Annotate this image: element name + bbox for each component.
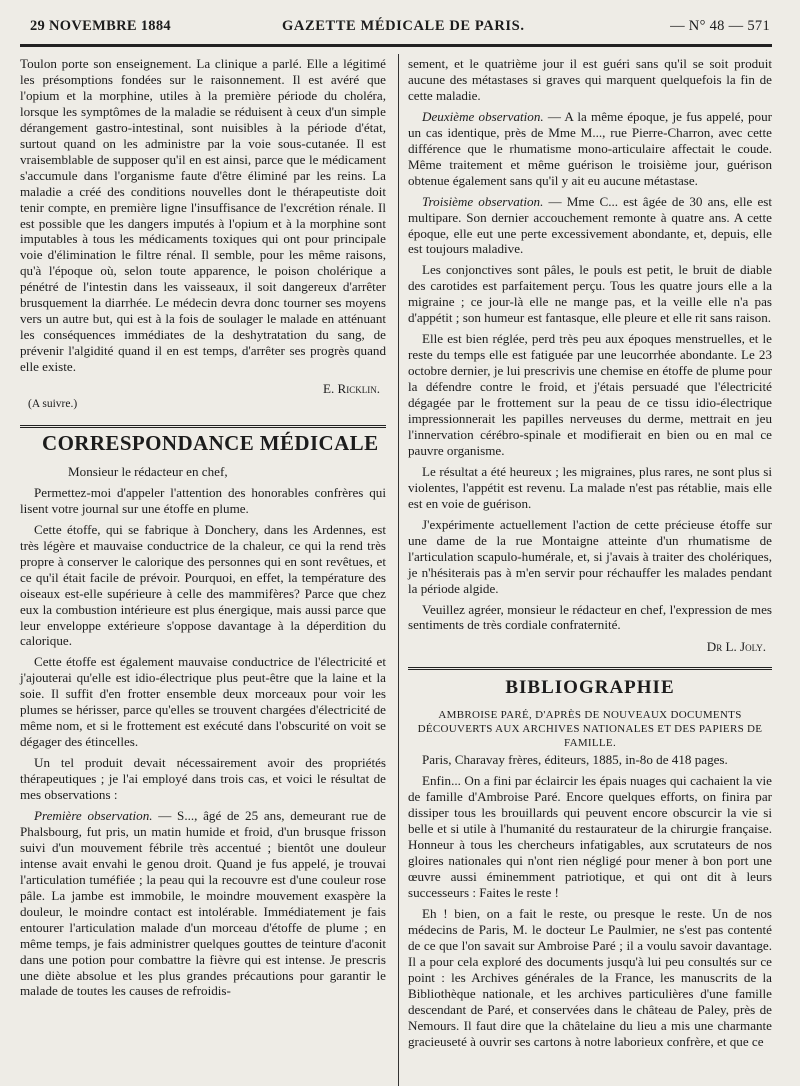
- observation-label: Deuxième observation.: [422, 108, 544, 124]
- section-title-correspondance: CORRESPONDANCE MÉDICALE: [42, 430, 379, 455]
- paragraph: Permettez-moi d'appeler l'attention des honorables confrères qui lisent votre journal sur une étoffe en plume.: [20, 484, 386, 516]
- paragraph: Elle est bien réglée, perd très peu aux époques menstruelles, et le reste du temps elle est fatiguée par une leucorrhée abondante. Le 23 octobre dernier, je lui prescrivis une chemise en étoffe de plume pour la défendre contre le froid, et j'étais persuadé que l'électricité dégagée par le frottement sur la peau de ce tissu idio-électrique impressionnerait les papilles nerveuses du derme, mettrait en jeu l'innervation cérébro-spinale et modifierait en bien ou en mal ce pauvre organisme.: [408, 331, 772, 458]
- paragraph: Enfin... On a fini par éclaircir les épais nuages qui cachaient la vie de famille d'Ambroise Paré. Encore quelques efforts, on finira par dissiper tous les brouillards qui peuvent encore obscurcir la vie si belle et si utile à l'humanité du restaurateur de la chirurgie française. Honneur à tous les chercheurs infatigables, aux scrutateurs de nos gloires nationales qui n'ont rien négligé pour mener à bon port une œuvre aussi éminemment patriotique, et qui ont dit à leurs successeurs : Faites le reste !: [408, 773, 772, 900]
- observation-text: — Mme C... est âgée de 30 ans, elle est multipare. Son dernier accouchement remonte à quatre ans. A cette époque, elle eut une perte excessivement abondante, et, depuis, elle est toujours maladive.: [408, 193, 772, 257]
- signature-ricklin: E. Ricklin.: [322, 381, 380, 397]
- observation-label: Troisième observation.: [422, 193, 544, 209]
- salutation: Monsieur le rédacteur en chef,: [68, 463, 228, 479]
- column-divider: [398, 54, 399, 1086]
- header-issue-page: — N° 48 — 571: [670, 18, 770, 34]
- paragraph: Le résultat a été heureux ; les migraines, plus rares, ne sont plus si violentes, l'appétit est revenu. La malade n'est pas rétablie, mais elle est en voie de guérison.: [408, 463, 772, 511]
- observation-1: [20, 808, 386, 999]
- paragraph: Les conjonctives sont pâles, le pouls est petit, le bruit de diable des carotides est parfaitement perçu. Tous les quatre jours elle a la migraine ; ce jour-là elle ne mange pas, et la veille elle n'a pas d'appétit ; son humeur est fantasque, elle pleure et elle rit sans raison.: [408, 262, 772, 326]
- paragraph: sement, et le quatrième jour il est guéri sans qu'il se soit produit aucune des métastases si graves qui marquent quelquefois la fin de cette maladie.: [408, 56, 772, 103]
- observation-text: — S..., âgé de 25 ans, demeurant rue de Phalsbourg, fut pris, un matin humide et froid, d'un brusque frisson suivi d'un mouvement fébrile très accentué ; bientôt une douleur intense avait envahi le genou droit. Quand je fus appelé, je trouvai l'articulation tuméfiée ; la peau qui la recouvre est d'une couleur rose pâle. La jambe est immobile, le moindre mouvement exaspère la douleur, le moindre contact est intolérable. Immédiatement je fais entourer l'articulation malade d'un morceau d'étoffe de plume ; en même temps, je fais administrer quelques gouttes de teinture d'aconit dans une potion pour combattre la fièvre qui est intense. Je prescris une diète absolue et les plus grandes précautions pour garantir le malade de toutes les causes de refroidis-: [20, 807, 386, 999]
- paragraph: Veuillez agréer, monsieur le rédacteur en chef, l'expression de mes sentiments de très cordiale confraternité.: [408, 601, 772, 633]
- header-date: 29 NOVEMBRE 1884: [30, 18, 171, 34]
- header-journal-title: GAZETTE MÉDICALE DE PARIS.: [282, 18, 525, 34]
- paragraph: Cette étoffe, qui se fabrique à Donchery, dans les Ardennes, est très légère et mauvaise conductrice de la chaleur, ce qui la rend très propre à conserver le calorique des personnes qui en sont revêtues, et ce qu'il était facile de prévoir. Pourquoi, en effet, la température des oiseaux est-elle supérieure à celle des mammifères? Parce que chez eux la combustion intérieure est plus énergique, mais aussi parce que leur enveloppe extérieure s'oppose davantage à la déperdition du calorique.: [20, 521, 386, 649]
- to-be-continued: (A suivre.): [28, 398, 78, 411]
- section-rule: [408, 667, 772, 670]
- observation-text: — A la même époque, je fus appelé, pour un cas identique, près de Mme M..., rue Pierre-Charron, avec cette différence que le rhumatisme mono-articulaire affectait le coude. Même traitement et même guérison le troisième jour, guérison obtenue également sans qu'il y ait eu aucune métastase.: [408, 108, 772, 188]
- header-rule: [20, 44, 772, 47]
- right-column: [408, 56, 772, 1054]
- observation-2: [408, 109, 772, 189]
- section-rule: [20, 425, 386, 428]
- paragraph: J'expérimente actuellement l'action de cette précieuse étoffe sur une dame de la rue Montaigne atteinte d'un rhumatisme de l'articulation scapulo-humérale, et, si j'avais à traiter des cholériques, je n'hésiterais pas à m'en servir pour réchauffer les malades pendant la période algide.: [408, 516, 772, 596]
- book-title: AMBROISE PARÉ, D'APRÈS DE NOUVEAUX DOCUMENTS DÉCOUVERTS AUX ARCHIVES NATIONALES ET DES PAPIERS DE FAMILLE.: [417, 709, 763, 750]
- paragraph: Toulon porte son enseignement. La clinique a parlé. Elle a légitimé les présomptions fondées sur le raisonnement. Il est avéré que l'opium et la morphine, utiles à la première période du choléra, lorsque les symptômes de la maladie se réduisent à ceux d'un simple dérangement gastro-intestinal, sont nuisibles à la période d'état, surtout quand on les administre par la voie sous-cutanée. Il est vraisemblable de supposer qu'il en est ainsi, parce que le médicament s'accumule dans l'organisme faute d'être éliminé par les reins. La maladie a créé des conditions nouvelles dont le thérapeutiste doit tenir compte, en première ligne l'insuffisance de l'excrétion rénale. Il est possible que les dangers imputés à l'opium et à la morphine sont imputables à tous les médicaments toxiques qui ont pour principale voie d'élimination le filtre rénal. Il semble, pour les même raisons, qu'à l'époque où, selon toute apparence, le poison cholérique a pénétré de l'intestin dans les vaisseaux, il soit dangereux d'arrêter brusquement la diarrhée. Le médecin devra donc tourner ses moyens vers un autre but, qui est à la fois de soulager le malade en atténuant les conséquences immédiates de la deshytratation du sang, de prévenir l'algidité quand il en est temps, d'arrêter ses progrès quand elle existe.: [20, 56, 386, 375]
- paragraph: Un tel produit devait nécessairement avoir des propriétés thérapeutiques ; je l'ai employé dans trois cas, et voici le résultat de mes observations :: [20, 755, 386, 803]
- book-publication: Paris, Charavay frères, éditeurs, 1885, in-8o de 418 pages.: [422, 752, 728, 768]
- left-column: [20, 56, 386, 1004]
- observation-label: Première observation.: [34, 807, 153, 823]
- paragraph: Cette étoffe est également mauvaise conductrice de l'électricité et j'ajouterai qu'elle est idio-électrique plus peut-être que la laine et la soie. Il suffit d'en frotter ensemble deux morceaux pour voir les plumes se hérisser, parce qu'elles se trouvent chargées d'électricité de même nom, et si le frottement est exécuté dans l'obscurité on voit se dégager des étincelles.: [20, 654, 386, 750]
- paragraph: Eh ! bien, on a fait le reste, ou presque le reste. Un de nos médecins de Paris, M. le docteur Le Paulmier, ne s'est pas contenté de ce que l'on savait sur Ambroise Paré ; il a voulu savoir davantage. Il a pour cela exploré des documents jusqu'à lui peu consultés sur ce point : les Archives générales de la France, les manuscrits de la Bibliothèque nationale, et les archives particulières d'une famille descendant de Paré, et conservées dans le château de Paley, près de Nemours. Il faut dire que la châtelaine du lieu a mis une charmante gracieuseté à ouvrir ses cartons à notre laborieux confrère, et que ce: [408, 905, 772, 1049]
- signature-joly: Dr L. Joly.: [706, 639, 766, 655]
- observation-3: [408, 194, 772, 258]
- section-title-bibliographie: BIBLIOGRAPHIE: [505, 677, 675, 699]
